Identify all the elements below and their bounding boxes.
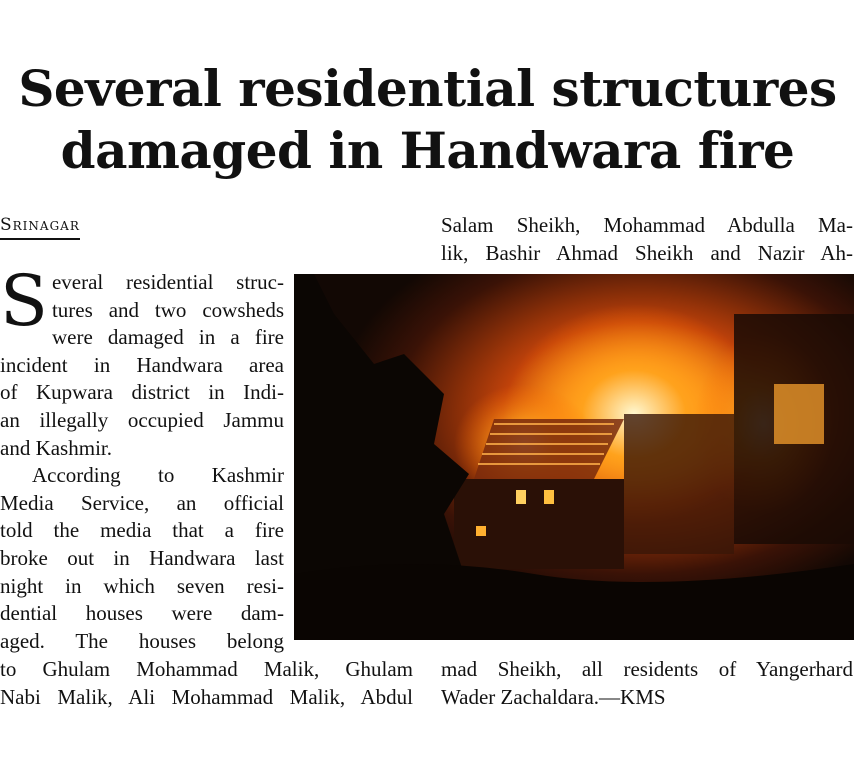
dateline: Srinagar xyxy=(0,213,80,240)
text-line: lik, Bashir Ahmad Sheikh and Nazir Ah- xyxy=(441,240,853,265)
fire-photo xyxy=(294,274,854,640)
text-line: of Kupwara district in Indi- xyxy=(0,380,284,405)
text-line: mad Sheikh, all residents of Yangerhard xyxy=(441,657,853,681)
text-line: tures and two cowsheds xyxy=(51,297,284,322)
text-line: Wader Zachaldara.—KMS xyxy=(441,684,666,709)
house-body xyxy=(454,479,624,569)
text-line: aged. The houses belong xyxy=(0,628,284,653)
headline-line-2: damaged in Handwara fire xyxy=(60,121,795,180)
text-line: everal residential struc- xyxy=(51,270,284,294)
drop-cap: S xyxy=(0,260,48,342)
text-line: According to Kashmir xyxy=(32,463,284,488)
text-line: Salam Sheikh, Mohammad Abdulla Ma- xyxy=(441,213,853,237)
house-2 xyxy=(624,414,734,554)
text-line: and Kashmir. xyxy=(0,435,112,460)
text-line: dential houses were dam- xyxy=(0,601,284,626)
headline-line-1: Several residential structures xyxy=(18,59,837,118)
text-line: were damaged in a fire xyxy=(51,325,284,350)
text-line: an illegally occupied Jammu xyxy=(0,407,284,432)
article-continued-left xyxy=(0,656,413,711)
fire-photo-illustration xyxy=(294,274,854,640)
text-line: told the media that a fire xyxy=(0,518,284,543)
paragraph-2 xyxy=(0,462,284,655)
text-line: Nabi Malik, Ali Mohammad Malik, Abdul xyxy=(0,684,413,709)
article-column-right-top xyxy=(441,212,853,267)
text-line: incident in Handwara area xyxy=(0,352,284,377)
text-line: broke out in Handwara last xyxy=(0,545,284,570)
headline xyxy=(0,58,855,182)
article-column-left xyxy=(0,260,284,655)
paragraph-1 xyxy=(0,260,284,462)
text-line: to Ghulam Mohammad Malik, Ghulam xyxy=(0,657,413,681)
text-line: night in which seven resi- xyxy=(0,573,284,598)
article-column-right-bottom xyxy=(441,656,853,711)
text-line: Media Service, an official xyxy=(0,490,284,515)
